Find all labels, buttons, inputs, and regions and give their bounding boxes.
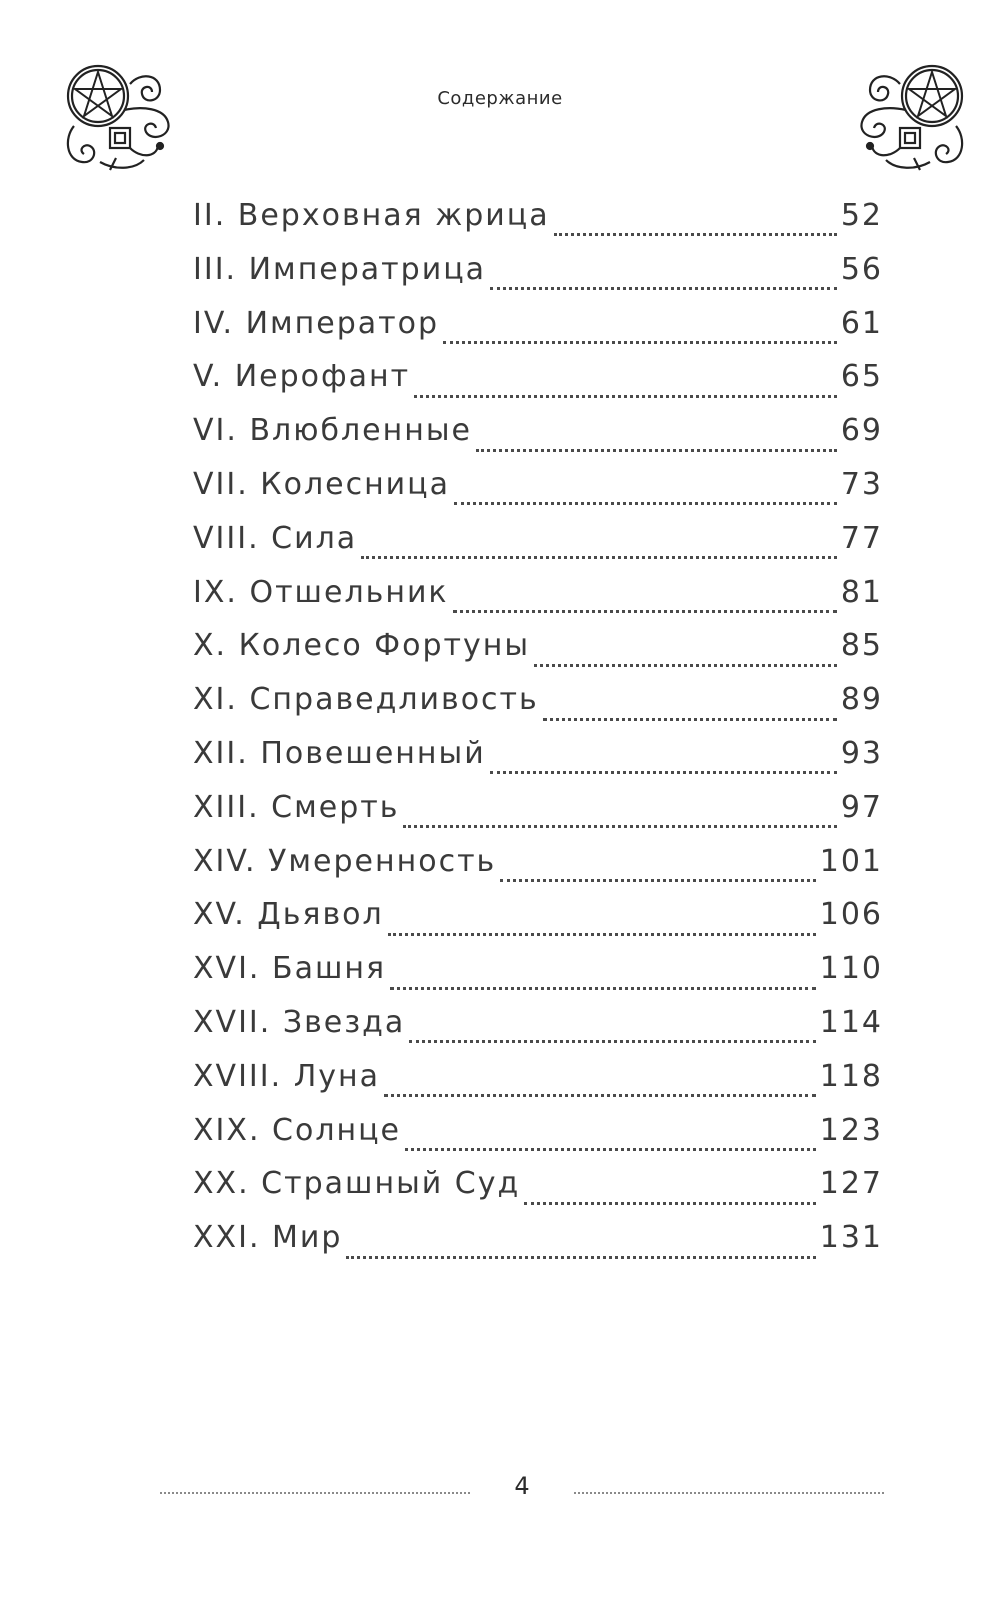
toc-entry-title: XXI. Мир <box>193 1220 343 1256</box>
toc-entry <box>193 1059 883 1113</box>
toc-dot-leader <box>476 449 837 452</box>
toc-entry <box>193 467 883 521</box>
toc-entry-page: 81 <box>840 574 883 610</box>
toc-entry-title: XVIII. Луна <box>193 1058 380 1094</box>
page-number: 4 <box>514 1472 530 1500</box>
toc-entry <box>193 1220 883 1274</box>
toc-entry-page: 69 <box>840 413 883 449</box>
toc-entry-title: XI. Справедливость <box>193 682 539 718</box>
toc-dot-leader <box>403 825 836 828</box>
toc-entry-title: IV. Император <box>193 305 440 341</box>
toc-entry-title: X. Колесо Фортуны <box>193 628 531 664</box>
toc-entry-page: 52 <box>840 198 883 233</box>
toc-entry-page: 93 <box>840 735 883 771</box>
toc-entry-title: V. Иерофант <box>193 359 411 395</box>
toc-entry <box>193 897 883 951</box>
toc-dot-leader <box>454 502 837 505</box>
toc-dot-leader <box>534 664 837 667</box>
toc-dot-leader <box>414 395 837 398</box>
toc-entry-title: IX. Отшельник <box>193 574 449 610</box>
table-of-contents <box>193 198 883 1274</box>
toc-entry-page: 56 <box>840 251 883 287</box>
toc-entry-page: 114 <box>819 1004 883 1040</box>
toc-entry <box>193 575 883 629</box>
page-footer <box>160 1468 884 1508</box>
toc-entry-page: 77 <box>840 520 883 556</box>
toc-dot-leader <box>388 933 816 936</box>
toc-entry-page: 106 <box>819 897 883 933</box>
toc-dot-leader <box>409 1040 815 1043</box>
toc-entry-page: 89 <box>840 682 883 718</box>
toc-dot-leader <box>405 1148 816 1151</box>
toc-entry-page: 110 <box>819 951 883 987</box>
toc-dot-leader <box>390 987 816 990</box>
toc-entry <box>193 736 883 790</box>
toc-entry-title: XVII. Звезда <box>193 1004 406 1040</box>
toc-entry <box>193 951 883 1005</box>
toc-dot-leader <box>554 233 837 236</box>
toc-entry <box>193 1113 883 1167</box>
toc-entry <box>193 682 883 736</box>
pentacle-ornament-icon <box>848 62 970 180</box>
toc-dot-leader <box>443 341 837 344</box>
toc-entry-page: 73 <box>840 466 883 502</box>
toc-entry <box>193 521 883 575</box>
toc-entry-title: III. Императрица <box>193 251 487 287</box>
toc-entry-page: 131 <box>819 1220 883 1256</box>
toc-entry <box>193 198 883 252</box>
toc-entry-title: XVI. Башня <box>193 951 387 987</box>
pentacle-ornament-icon <box>60 62 182 180</box>
toc-entry <box>193 413 883 467</box>
toc-dot-leader <box>346 1256 815 1259</box>
toc-dot-leader <box>361 556 837 559</box>
toc-entry-page: 127 <box>819 1166 883 1202</box>
toc-entry-title: VI. Влюбленные <box>193 413 472 449</box>
running-header-title: Содержание <box>437 88 563 109</box>
toc-entry <box>193 790 883 844</box>
toc-entry <box>193 359 883 413</box>
toc-entry-page: 101 <box>819 843 883 879</box>
toc-entry-title: VII. Колесница <box>193 466 450 502</box>
toc-dot-leader <box>384 1094 816 1097</box>
toc-entry <box>193 306 883 360</box>
toc-entry-page: 61 <box>840 305 883 341</box>
toc-entry-page: 123 <box>819 1112 883 1148</box>
toc-entry-title: XII. Повешенный <box>193 735 486 771</box>
toc-entry-page: 118 <box>819 1058 883 1094</box>
footer-dots-left <box>160 1492 470 1494</box>
toc-dot-leader <box>490 771 837 774</box>
toc-entry-page: 97 <box>840 789 883 825</box>
toc-dot-leader <box>543 718 837 721</box>
toc-entry-page: 85 <box>840 628 883 664</box>
toc-dot-leader <box>500 879 816 882</box>
toc-entry <box>193 628 883 682</box>
toc-entry-title: XIII. Смерть <box>193 789 400 825</box>
toc-entry-title: XIV. Умеренность <box>193 843 497 879</box>
toc-entry-title: XX. Страшный Суд <box>193 1166 521 1202</box>
toc-dot-leader <box>490 287 837 290</box>
toc-entry-title: VIII. Сила <box>193 520 358 556</box>
toc-dot-leader <box>524 1202 815 1205</box>
toc-entry <box>193 1005 883 1059</box>
toc-dot-leader <box>453 610 837 613</box>
toc-entry-page: 65 <box>840 359 883 395</box>
toc-entry-title: II. Верховная жрица <box>193 198 550 233</box>
footer-dots-right <box>574 1492 884 1494</box>
toc-entry-title: XIX. Солнце <box>193 1112 401 1148</box>
toc-entry <box>193 1166 883 1220</box>
toc-entry <box>193 252 883 306</box>
toc-entry <box>193 844 883 898</box>
toc-entry-title: XV. Дьявол <box>193 897 384 933</box>
